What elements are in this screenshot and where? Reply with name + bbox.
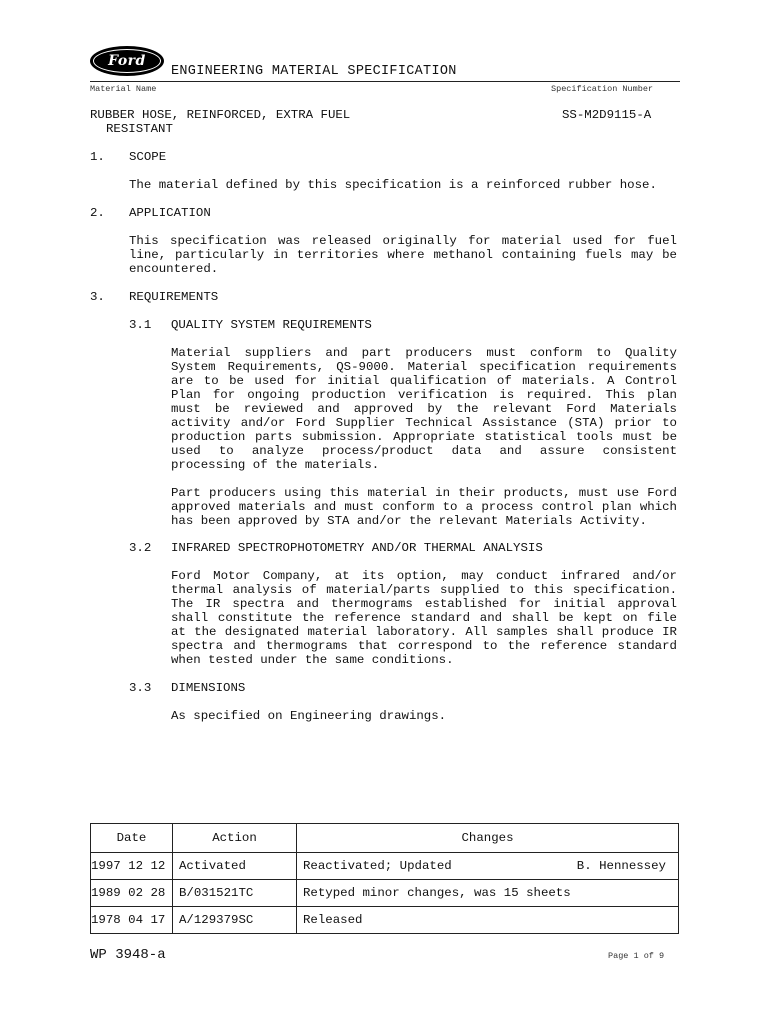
text-line: This specification was released originally for material used for fuel [129, 234, 677, 248]
text-line: Plan for ongoing production verification is required. This plan [171, 388, 677, 402]
text-line: activity and/or Ford Supplier Technical Assistance (STA) prior to [171, 416, 677, 430]
scope-text: The material defined by this specification is a reinforced rubber hose. [129, 178, 657, 192]
section-number-requirements: 3. [90, 290, 105, 304]
text-line: thermal analysis of material/parts supplied to this specification. [171, 583, 677, 597]
text-line: spectra and thermograms that correspond to the reference standard [171, 639, 677, 653]
table-row [91, 853, 679, 880]
material-name-label: Material Name [90, 84, 157, 94]
text-line: processing of the materials. [171, 458, 380, 472]
text-line: when tested under the same conditions. [171, 653, 454, 667]
cell-action: B/031521TC [173, 880, 297, 907]
changes-author: B. Hennessey [576, 859, 666, 873]
changes-text: Reactivated; Updated [303, 859, 452, 873]
section-title-scope: SCOPE [129, 150, 167, 164]
header-rule [90, 81, 680, 82]
table-header-row [91, 824, 679, 853]
text-line: used to analyze process/product data and assure consistent [171, 444, 677, 458]
cell-changes [297, 907, 679, 934]
text-line: System Requirements, QS-9000. Material specification requirements [171, 360, 677, 374]
subsection-title-3-2: INFRARED SPECTROPHOTOMETRY AND/OR THERMAL ANALYSIS [171, 541, 543, 555]
cell-date: 1989 02 28 [91, 880, 173, 907]
text-line: line, particularly in territories where methanol containing fuels may be [129, 248, 677, 262]
section-number-scope: 1. [90, 150, 105, 164]
ford-logo [90, 46, 164, 76]
material-name-line2: RESISTANT [106, 122, 173, 136]
table-row [91, 907, 679, 934]
quality-paragraph-2 [171, 486, 677, 528]
subsection-title-3-3: DIMENSIONS [171, 681, 246, 695]
section-number-application: 2. [90, 206, 105, 220]
infrared-paragraph [171, 569, 677, 667]
form-number: WP 3948-a [90, 947, 166, 963]
cell-date: 1978 04 17 [91, 907, 173, 934]
cell-date: 1997 12 12 [91, 853, 173, 880]
text-line: shall constitute the reference standard and shall be kept on file [171, 611, 677, 625]
text-line: approved materials and must conform to a process control plan which [171, 500, 677, 514]
cell-action: Activated [173, 853, 297, 880]
text-line: The IR spectra and thermograms established for initial approval [171, 597, 677, 611]
spec-number: SS-M2D9115-A [562, 108, 652, 122]
text-line: Ford Motor Company, at its option, may conduct infrared and/or [171, 569, 677, 583]
quality-paragraph-1 [171, 346, 677, 472]
material-name-line1: RUBBER HOSE, REINFORCED, EXTRA FUEL [90, 108, 351, 122]
revision-history-table [90, 823, 679, 934]
cell-changes [297, 853, 679, 880]
table-row [91, 880, 679, 907]
cell-action: A/129379SC [173, 907, 297, 934]
changes-text: Released [303, 913, 363, 927]
application-paragraph [129, 234, 677, 276]
document-title: ENGINEERING MATERIAL SPECIFICATION [171, 64, 457, 79]
logo-text: Ford [108, 53, 146, 69]
text-line: must be reviewed and approved by the relevant Ford Materials [171, 402, 677, 416]
text-line: Part producers using this material in their products, must use Ford [171, 486, 677, 500]
subsection-number-3-3: 3.3 [129, 681, 152, 695]
header-changes: Changes [297, 824, 679, 853]
cell-changes [297, 880, 679, 907]
text-line: has been approved by STA and/or the relevant Materials Activity. [171, 514, 647, 528]
subsection-number-3-2: 3.2 [129, 541, 152, 555]
text-line: are to be used for initial qualification of materials. A Control [171, 374, 677, 388]
section-title-requirements: REQUIREMENTS [129, 290, 219, 304]
text-line: encountered. [129, 262, 219, 276]
text-line: at the designated material laboratory. All samples shall produce IR [171, 625, 677, 639]
page-number: Page 1 of 9 [608, 951, 665, 961]
section-title-application: APPLICATION [129, 206, 211, 220]
changes-text: Retyped minor changes, was 15 sheets [303, 886, 571, 900]
dimensions-text: As specified on Engineering drawings. [171, 709, 447, 723]
text-line: production parts submission. Appropriate statistical tools must be [171, 430, 677, 444]
text-line: Material suppliers and part producers must conform to Quality [171, 346, 677, 360]
header-date: Date [91, 824, 173, 853]
header-action: Action [173, 824, 297, 853]
subsection-number-3-1: 3.1 [129, 318, 152, 332]
spec-number-label: Specification Number [551, 84, 654, 94]
subsection-title-3-1: QUALITY SYSTEM REQUIREMENTS [171, 318, 372, 332]
